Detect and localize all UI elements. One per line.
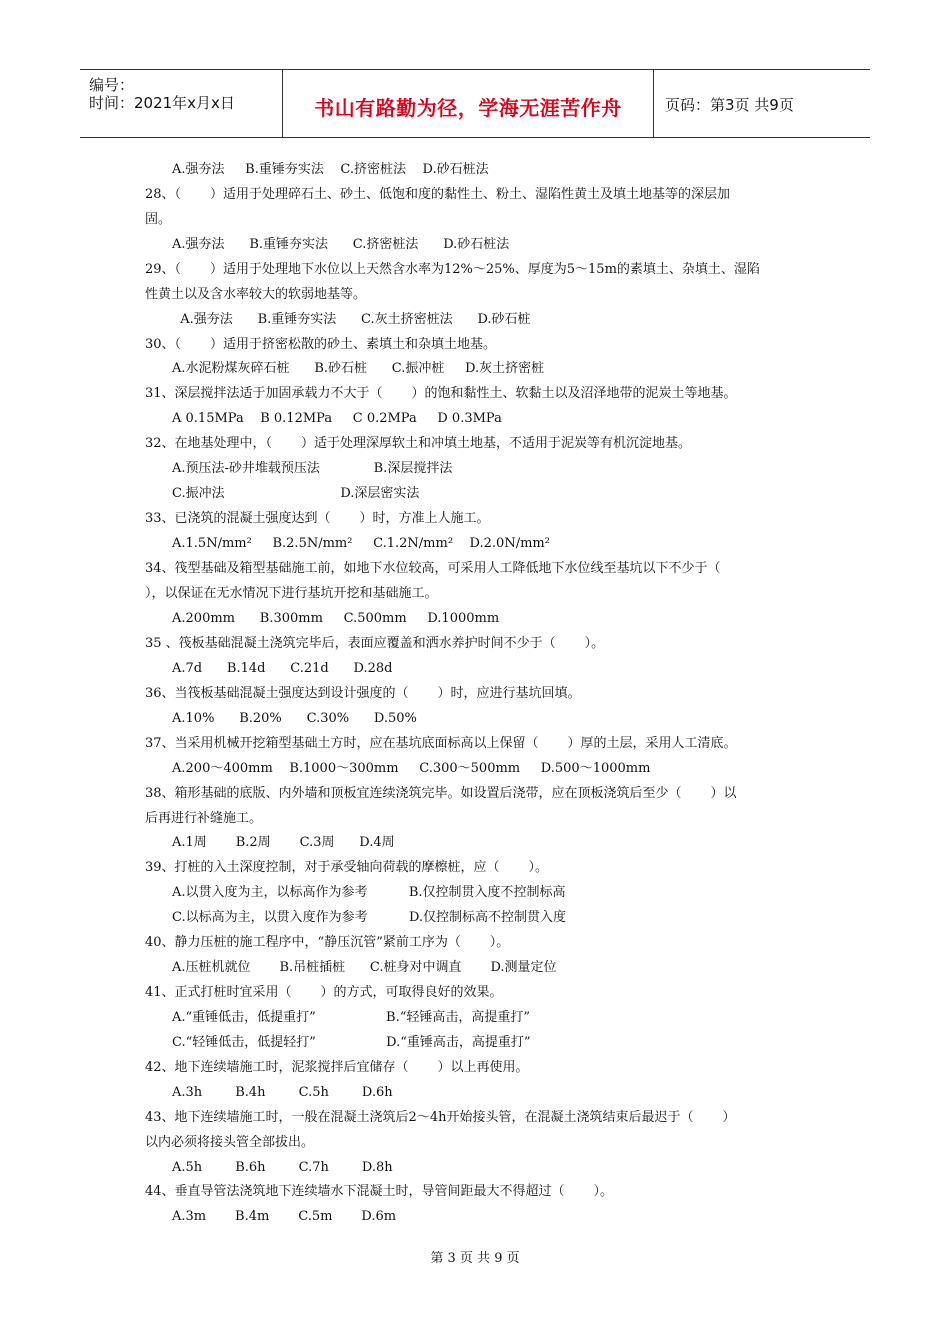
question-33: 33、已浇筑的混凝土强度达到（ ）时，方准上人施工。 xyxy=(145,511,490,526)
question-34: 34、筏型基础及箱型基础施工前，如地下水位较高，可采用人工降低地下水位线至基坑以下不少于（ xyxy=(145,561,721,576)
header-motto-cell xyxy=(283,70,654,137)
options-36: A.10% B.20% C.30% D.50% xyxy=(172,711,417,726)
options-32-cd: C.振冲法 D.深层密实法 xyxy=(172,486,420,501)
page-number-info: 页码：第3页 共9页 xyxy=(665,96,794,114)
options-39-ab: A.以贯入度为主，以标高作为参考 B.仅控制贯入度不控制标高 xyxy=(172,885,566,900)
question-36: 36、当筏板基础混凝土强度达到设计强度的（ ）时，应进行基坑回填。 xyxy=(145,686,581,701)
options-28: A.强夯法 B.重锤夯实法 C.挤密桩法 D.砂石桩法 xyxy=(172,237,510,252)
options-44: A.3m B.4m C.5m D.6m xyxy=(172,1209,397,1224)
question-28-cont: 固。 xyxy=(145,212,172,227)
question-44: 44、垂直导管法浇筑地下连续墙水下混凝土时，导管间距最大不得超过（ ）。 xyxy=(145,1184,613,1199)
options-35: A.7d B.14d C.21d D.28d xyxy=(172,661,393,676)
options-43: A.5h B.6h C.7h D.8h xyxy=(172,1160,393,1175)
document-number-label: 编号： xyxy=(89,76,135,94)
question-39: 39、打桩的入土深度控制，对于承受轴向荷载的摩檫桩，应（ ）。 xyxy=(145,860,548,875)
question-32: 32、在地基处理中，（ ）适于处理深厚软土和冲填土地基，不适用于泥炭等有机沉淀地基。 xyxy=(145,436,691,451)
options-29: A.强夯法 B.重锤夯实法 C.灰土挤密桩法 D.砂石桩 xyxy=(172,312,531,327)
question-35: 35 、筏板基础混凝土浇筑完毕后，表面应覆盖和洒水养护时间不少于（ ）。 xyxy=(145,636,605,651)
question-29: 29、（ ）适用于处理地下水位以上天然含水率为12%～25%、厚度为5～15m的素填土、杂填土、湿陷 xyxy=(145,262,760,277)
options-39-cd: C.以标高为主，以贯入度作为参考 D.仅控制标高不控制贯入度 xyxy=(172,910,567,925)
question-38: 38、箱形基础的底版、内外墙和顶板宜连续浇筑完毕。如设置后浇带，应在顶板浇筑后至少（ ）以 xyxy=(145,786,737,801)
date-line: 时间：2021年x月x日 xyxy=(89,94,235,112)
header-meta-cell xyxy=(80,70,283,137)
question-40: 40、静力压桩的施工程序中，“静压沉管”紧前工序为（ ）。 xyxy=(145,935,510,950)
options-38: A.1周 B.2周 C.3周 D.4周 xyxy=(172,835,395,850)
options-33: A.1.5N/mm² B.2.5N/mm² C.1.2N/mm² D.2.0N/mm² xyxy=(172,536,550,551)
options-31: A 0.15MPa B 0.12MPa C 0.2MPa D 0.3MPa xyxy=(172,411,502,426)
options-34: A.200mm B.300mm C.500mm D.1000mm xyxy=(172,611,500,626)
question-43-cont: 以内必须将接头管全部拔出。 xyxy=(145,1135,315,1150)
motto-text: 书山有路勤为径，学海无涯苦作舟 xyxy=(314,96,622,120)
options-37: A.200～400mm B.1000～300mm C.300～500mm D.500～1000mm xyxy=(172,761,651,776)
options-40: A.压桩机就位 B.吊桩插桩 C.桩身对中调直 D.测量定位 xyxy=(172,960,557,975)
options-41-ab: A.“重锤低击，低提重打” B.“轻锤高击，高提重打” xyxy=(172,1010,531,1025)
question-31: 31、深层搅拌法适于加固承载力不大于（ ）的饱和黏性土、软黏土以及沼泽地带的泥炭土等地基。 xyxy=(145,386,737,401)
page-footer: 第 3 页 共 9 页 xyxy=(430,1251,520,1266)
options-42: A.3h B.4h C.5h D.6h xyxy=(172,1085,393,1100)
question-34-cont: ），以保证在无水情况下进行基坑开挖和基础施工。 xyxy=(145,586,438,601)
question-42: 42、地下连续墙施工时，泥浆搅拌后宜储存（ ）以上再使用。 xyxy=(145,1060,529,1075)
options-41-cd: C.“轻锤低击，低提轻打” D.“重锤高击，高提重打” xyxy=(172,1035,531,1050)
question-37: 37、当采用机械开挖箱型基础土方时，应在基坑底面标高以上保留（ ）厚的土层，采用人工清底。 xyxy=(145,736,737,751)
page-header xyxy=(80,69,870,138)
options-32-ab: A.预压法-砂井堆载预压法 B.深层搅拌法 xyxy=(172,461,453,476)
question-38-cont: 后再进行补缝施工。 xyxy=(145,811,263,826)
question-41: 41、正式打桩时宜采用（ ）的方式，可取得良好的效果。 xyxy=(145,985,503,1000)
question-43: 43、地下连续墙施工时，一般在混凝土浇筑后2～4h开始接头管，在混凝土浇筑结束后最迟于（ ） xyxy=(145,1110,736,1125)
options-30: A.水泥粉煤灰碎石桩 B.砂石桩 C.振冲桩 D.灰土挤密桩 xyxy=(172,361,545,376)
question-29-cont: 性黄土以及含水率较大的软弱地基等。 xyxy=(145,287,367,302)
options-27: A.强夯法 B.重锤夯实法 C.挤密桩法 D.砂石桩法 xyxy=(172,162,489,177)
question-28: 28、（ ）适用于处理碎石土、砂土、低饱和度的黏性土、粉土、湿陷性黄土及填土地基等的深层加 xyxy=(145,187,730,202)
header-page-cell xyxy=(654,70,870,137)
question-30: 30、（ ）适用于挤密松散的砂土、素填土和杂填土地基。 xyxy=(145,337,496,352)
